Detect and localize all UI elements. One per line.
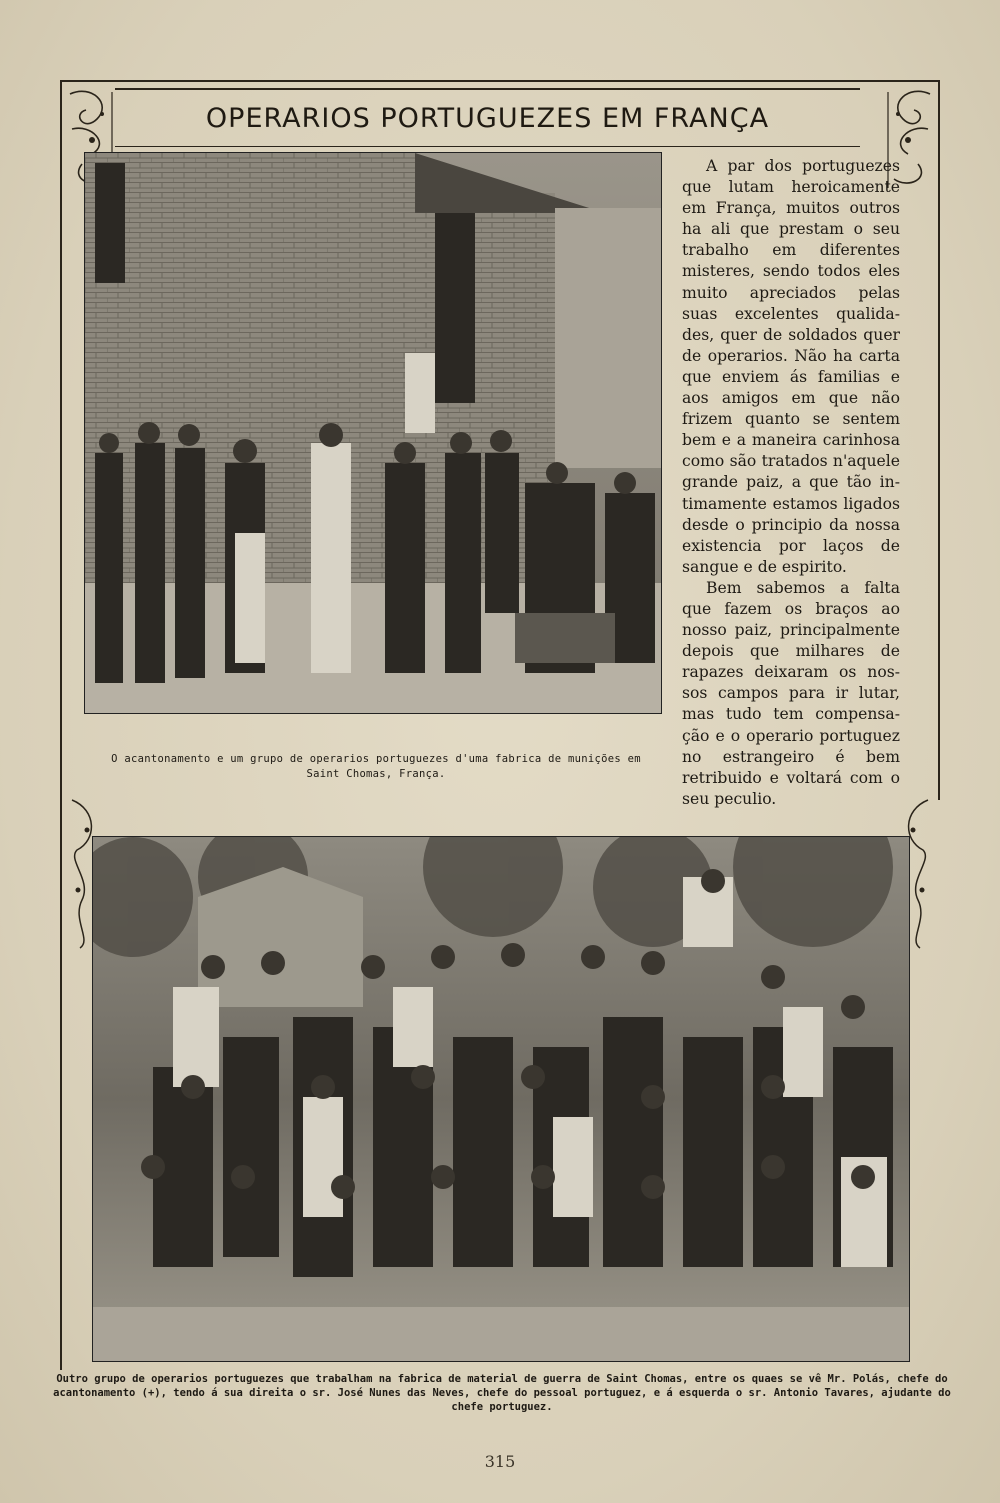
- frame-top-line: [60, 80, 940, 82]
- title-banner: [115, 88, 860, 147]
- workers-group-factory-photo: [85, 153, 661, 713]
- top-photograph: [84, 152, 662, 714]
- top-photo-caption: O acantonamento e um grupo de operarios portuguezes d'uma fabrica de munições em Saint Chomas, França.: [111, 753, 641, 780]
- bottom-photograph: [92, 836, 910, 1362]
- frame-left-line: [60, 80, 62, 1370]
- page-title: OPERARIOS PORTUGUEZES EM FRANÇA: [205, 102, 770, 134]
- workers-large-group-photo: [93, 837, 909, 1361]
- article-body: [682, 156, 900, 810]
- frame-right-line: [938, 80, 940, 800]
- page-number: 315: [484, 1452, 516, 1471]
- article-paragraph: Bem sabemos a falta que fazem os braços ao nosso paiz, principalmente depois que milhares de rapazes deixaram os nossos campos para ir lutar, mas tudo tem compensação e o operario portuguez no estrangeiro é bem retribuido e voltará com o seu peculio.: [682, 578, 900, 808]
- bottom-photo-caption: Outro grupo de operarios portuguezes que trabalham na fabrica de material de guerra de Saint Chomas, entre os quaes se vê Mr. Polás, chefe do acantonamento (+), tendo á sua direita o sr. José Nunes das Neves, chefe do pessoal portuguez, e á esquerda o sr. Antonio Tavares, ajudante do chefe portuguez.: [53, 1373, 951, 1413]
- article-paragraph: A par dos portuguezes que lutam heroicamente em França, muitos outros ha ali que prestam o seu trabalho em diferentes misteres, sendo todos eles muito apreciados pelas suas excelentes qualidades, quer de soldados quer de operarios. Não ha carta que enviem ás familias e aos amigos em que não frizem quanto se sentem bem e a maneira carinhosa como são tratados n'aquele grande paiz, a que tão intimamente estamos ligados desde o principio da nossa existencia por laços de sangue e de espirito.: [682, 157, 900, 576]
